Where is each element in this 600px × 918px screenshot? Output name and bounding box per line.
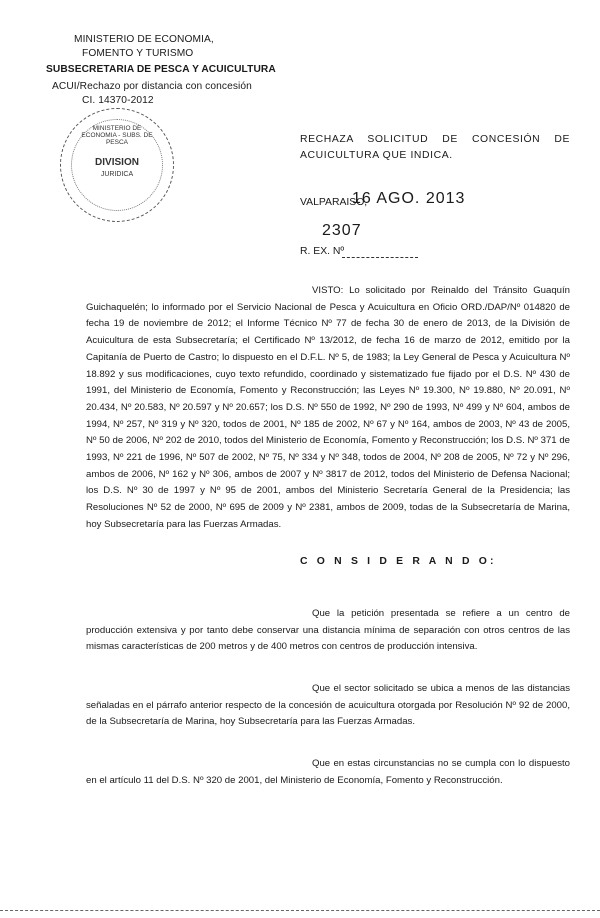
page-bottom-divider bbox=[0, 910, 600, 911]
case-number: CI. 14370-2012 bbox=[82, 95, 154, 106]
resolution-label: R. EX. Nº bbox=[300, 246, 345, 257]
stamp-center-text: DIVISION bbox=[95, 157, 139, 168]
resolution-subject: RECHAZA SOLICITUD DE CONCESIÓN DE ACUICULTURA QUE INDICA. bbox=[300, 134, 570, 161]
division-juridica-stamp bbox=[60, 108, 174, 222]
considerando-paragraph-1: Que la petición presentada se refiere a un centro de producción extensiva y por tanto debe conservar una distancia mínima de separación con otros centros de las mismas características de 200 metros y de 400 metros con centros de producción intensiva. bbox=[86, 608, 570, 653]
date-label: VALPARAISO, bbox=[300, 197, 368, 208]
subsecretaria-title: SUBSECRETARIA DE PESCA Y ACUICULTURA bbox=[46, 64, 276, 75]
date-stamp-value: 16 AGO. 2013 bbox=[352, 190, 466, 207]
stamp-ring-text: MINISTERIO DE ECONOMIA - SUBS. DE PESCA bbox=[81, 125, 153, 146]
ministry-subline: FOMENTO Y TURISMO bbox=[82, 48, 194, 59]
resolution-number-line bbox=[342, 257, 418, 258]
considerando-paragraph-3: Que en estas circunstancias no se cumpla con lo dispuesto en el artículo 11 del D.S. Nº 320 de 2001, del Ministerio de Economía, Fomento y Reconstrucción. bbox=[86, 758, 570, 786]
resolution-number: 2307 bbox=[322, 222, 362, 239]
ministry-line: MINISTERIO DE ECONOMIA, bbox=[74, 34, 214, 45]
considerando-heading: C O N S I D E R A N D O: bbox=[300, 556, 497, 567]
visto-paragraph: VISTO: Lo solicitado por Reinaldo del Tránsito Guaquín Guichaquelén; lo informado por el Servicio Nacional de Pesca y Acuicultura en Oficio ORD./DAP/Nº 014820 de fecha 19 de noviembre de 2012; el Informe Técnico Nº 77 de fecha 30 de enero de 2013, de la División de Acuicultura de esta Subsecretaría; el Certificado Nº 13/2012, de fecha 16 de marzo de 2012, emitido por la Capitanía de Puerto de Castro; lo dispuesto en el D.F.L. Nº 5, de 1983; la Ley General de Pesca y Acuicultura Nº 18.892 y sus modificaciones, cuyo texto refundido, coordinado y sistematizado fue fijado por el D.S. Nº 430 de 1991, del Ministerio de Economía, Fomento y Reconstrucción; las Leyes Nº 19.300, Nº 19.880, Nº 20.091, Nº 20.434, Nº 20.583, Nº 20.597 y Nº 20.657; los D.S. Nº 550 de 1992, Nº 290 de 1993, Nº 499 y Nº 604, ambos de 1994, Nº 257, Nº 319 y Nº 320, todos de 2001, Nº 185 de 2002, Nº 67 y Nº 164, ambos de 2003, Nº 43 de 2005, Nº 50 de 2006, Nº 202 de 2010, todos del Ministerio de Economía, Fomento y Reconstrucción; los D.S. Nº 371 de 1993, Nº 221 de 1996, Nº 507 de 2002, Nº 75, Nº 334 y Nº 348, todos de 2004, Nº 208 de 2005, Nº 72 y Nº 296, ambos de 2006, Nº 162 y Nº 306, ambos de 2007 y Nº 3817 de 2012, todos del Ministerio de Defensa Nacional; los D.S. Nº 30 de 1997 y Nº 95 de 2001, ambos del Ministerio Secretaría General de la Presidencia; las Resoluciones Nº 52 de 2000, Nº 695 de 2009 y Nº 2381, ambos de 2009, todas de la Subsecretaría de Marina, hoy Subsecretaría para las Fuerzas Armadas. bbox=[86, 285, 570, 530]
considerando-paragraph-2: Que el sector solicitado se ubica a menos de las distancias señaladas en el párrafo anterior respecto de la concesión de acuicultura otorgada por Resolución Nº 92 de 2000, de la Subsecretaría de Marina, hoy Subsecretaría para las Fuerzas Armadas. bbox=[86, 683, 570, 728]
stamp-sub-text: JURIDICA bbox=[100, 171, 134, 178]
document-reference: ACUI/Rechazo por distancia con concesión bbox=[52, 81, 252, 92]
